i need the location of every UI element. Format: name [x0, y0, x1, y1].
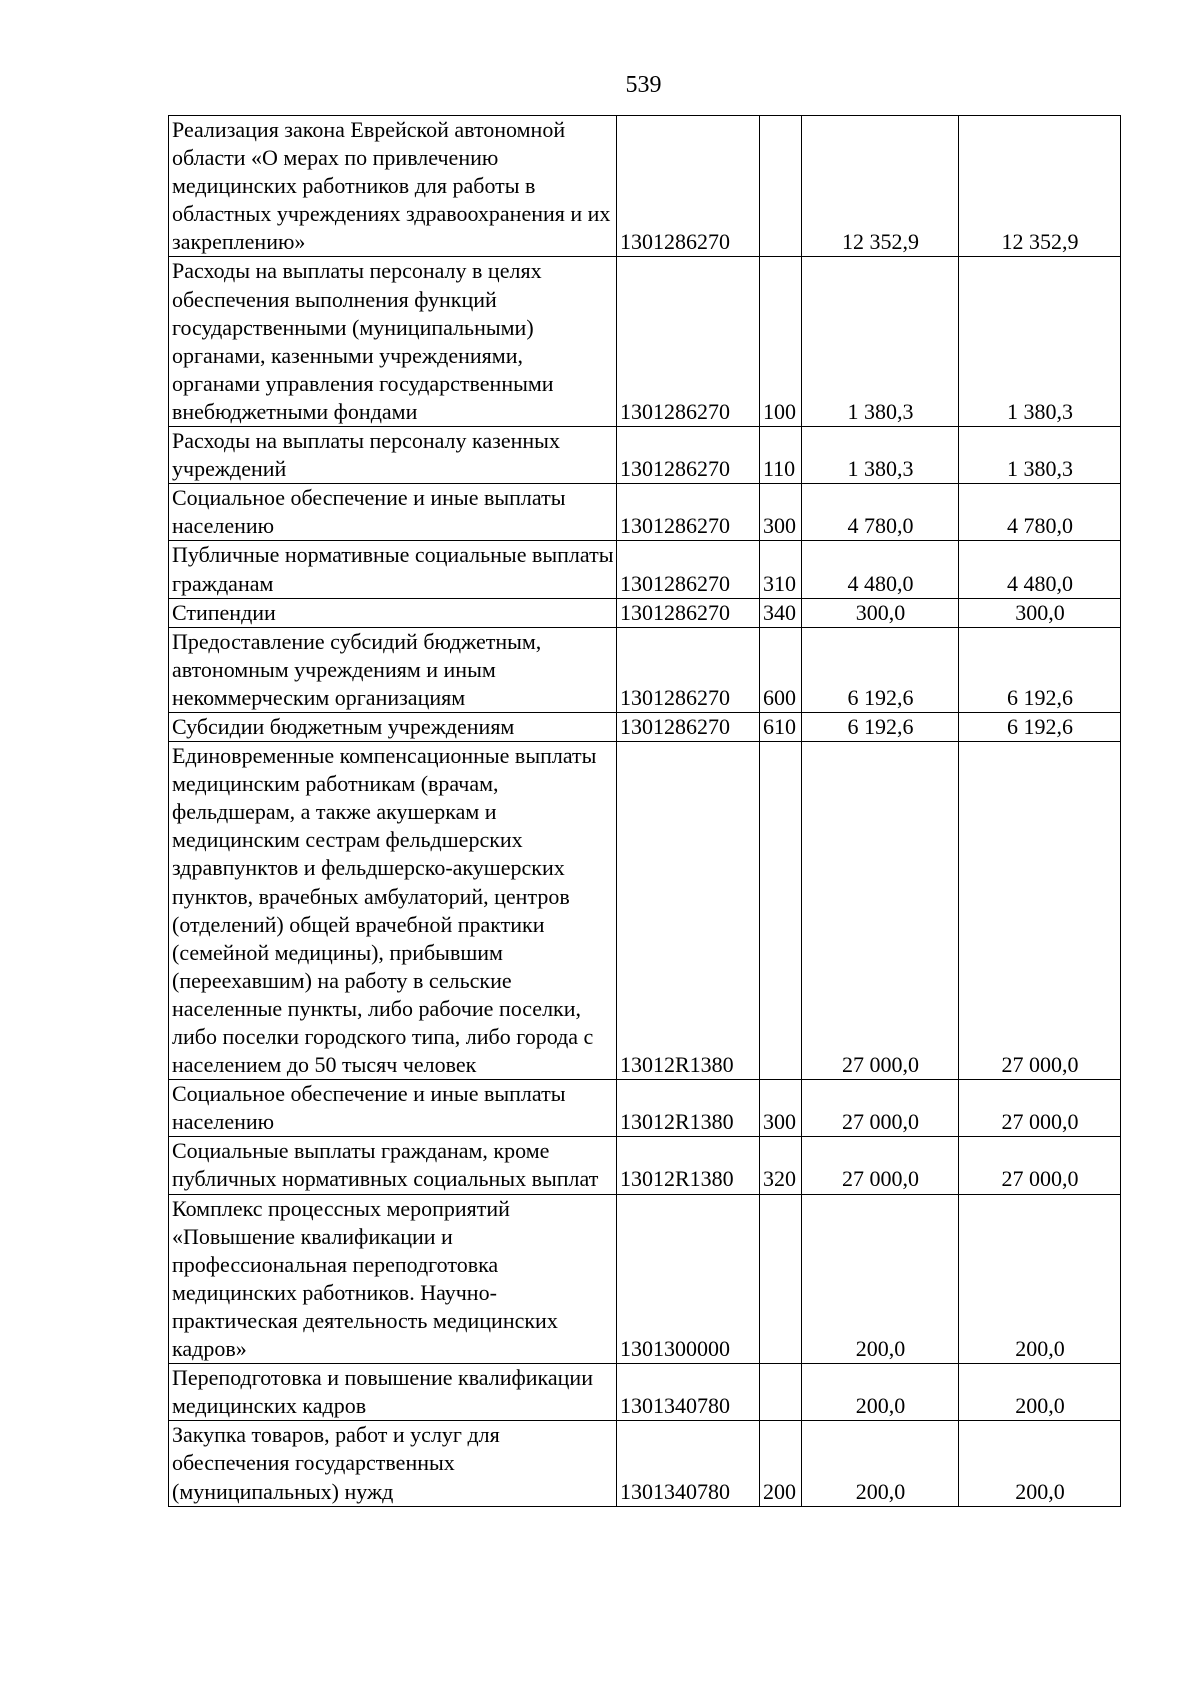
amount-cell-2: 200,0	[959, 1421, 1121, 1506]
expense-type-cell: 310	[760, 541, 802, 598]
amount-cell-2: 300,0	[959, 598, 1121, 627]
amount-cell-2: 27 000,0	[959, 742, 1121, 1080]
target-code-cell: 1301340780	[617, 1421, 760, 1506]
target-code-cell: 1301286270	[617, 116, 760, 257]
amount-cell-2: 27 000,0	[959, 1137, 1121, 1194]
amount-cell-1: 27 000,0	[802, 742, 959, 1080]
target-code-cell: 1301300000	[617, 1194, 760, 1364]
table-row	[169, 1080, 1121, 1137]
expense-name-cell: Стипендии	[169, 598, 617, 627]
budget-table	[168, 115, 1121, 1507]
amount-cell-2: 1 380,3	[959, 427, 1121, 484]
table-row	[169, 712, 1121, 741]
amount-cell-2: 6 192,6	[959, 712, 1121, 741]
table-row	[169, 1137, 1121, 1194]
target-code-cell: 1301286270	[617, 257, 760, 427]
table-row	[169, 541, 1121, 598]
amount-cell-1: 6 192,6	[802, 712, 959, 741]
amount-cell-1: 6 192,6	[802, 627, 959, 712]
amount-cell-1: 12 352,9	[802, 116, 959, 257]
expense-name-cell: Расходы на выплаты персоналу казенных учреждений	[169, 427, 617, 484]
expense-type-cell: 300	[760, 484, 802, 541]
table-row	[169, 598, 1121, 627]
amount-cell-2: 4 780,0	[959, 484, 1121, 541]
amount-cell-2: 27 000,0	[959, 1080, 1121, 1137]
expense-type-cell: 320	[760, 1137, 802, 1194]
amount-cell-1: 4 480,0	[802, 541, 959, 598]
table-row	[169, 742, 1121, 1080]
amount-cell-1: 27 000,0	[802, 1080, 959, 1137]
expense-type-cell: 300	[760, 1080, 802, 1137]
amount-cell-2: 1 380,3	[959, 257, 1121, 427]
table-row	[169, 1194, 1121, 1364]
amount-cell-2: 6 192,6	[959, 627, 1121, 712]
target-code-cell: 1301286270	[617, 598, 760, 627]
target-code-cell: 13012R1380	[617, 1137, 760, 1194]
expense-type-cell: 110	[760, 427, 802, 484]
expense-name-cell: Социальное обеспечение и иные выплаты населению	[169, 484, 617, 541]
table-row	[169, 116, 1121, 257]
expense-type-cell: 340	[760, 598, 802, 627]
expense-name-cell: Комплекс процессных мероприятий «Повышение квалификации и профессиональная переподготовка медицинских работников. Научно-практическая деятельность медицинских кадров»	[169, 1194, 617, 1364]
target-code-cell: 1301286270	[617, 712, 760, 741]
table-row	[169, 257, 1121, 427]
expense-type-cell	[760, 116, 802, 257]
amount-cell-1: 1 380,3	[802, 427, 959, 484]
target-code-cell: 13012R1380	[617, 742, 760, 1080]
amount-cell-2: 200,0	[959, 1194, 1121, 1364]
table-row	[169, 1364, 1121, 1421]
target-code-cell: 1301340780	[617, 1364, 760, 1421]
expense-name-cell: Единовременные компенсационные выплаты медицинским работникам (врачам, фельдшерам, а также акушеркам и медицинским сестрам фельдшерских здравпунктов и фельдшерско-акушерских пунктов, врачебных амбулаторий, центров (отделений) общей врачебной практики (семейной медицины), прибывшим (переехавшим) на работу в сельские населенные пункты, либо рабочие поселки, либо поселки городского типа, либо города с населением до 50 тысяч человек	[169, 742, 617, 1080]
target-code-cell: 1301286270	[617, 541, 760, 598]
amount-cell-1: 1 380,3	[802, 257, 959, 427]
amount-cell-1: 200,0	[802, 1364, 959, 1421]
page-number: 539	[625, 72, 662, 98]
amount-cell-1: 200,0	[802, 1421, 959, 1506]
expense-name-cell: Переподготовка и повышение квалификации медицинских кадров	[169, 1364, 617, 1421]
amount-cell-1: 300,0	[802, 598, 959, 627]
expense-type-cell: 610	[760, 712, 802, 741]
expense-name-cell: Субсидии бюджетным учреждениям	[169, 712, 617, 741]
target-code-cell: 1301286270	[617, 484, 760, 541]
amount-cell-2: 200,0	[959, 1364, 1121, 1421]
expense-name-cell: Закупка товаров, работ и услуг для обеспечения государственных (муниципальных) нужд	[169, 1421, 617, 1506]
table-row	[169, 1421, 1121, 1506]
expense-type-cell: 100	[760, 257, 802, 427]
expense-type-cell: 600	[760, 627, 802, 712]
expense-name-cell: Расходы на выплаты персоналу в целях обеспечения выполнения функций государственными (муниципальными) органами, казенными учреждениями, органами управления государственными внебюджетными фондами	[169, 257, 617, 427]
expense-type-cell	[760, 1194, 802, 1364]
amount-cell-1: 4 780,0	[802, 484, 959, 541]
target-code-cell: 1301286270	[617, 627, 760, 712]
expense-name-cell: Социальные выплаты гражданам, кроме публичных нормативных социальных выплат	[169, 1137, 617, 1194]
expense-name-cell: Реализация закона Еврейской автономной области «О мерах по привлечению медицинских работников для работы в областных учреждениях здравоохранения и их закреплению»	[169, 116, 617, 257]
expense-name-cell: Социальное обеспечение и иные выплаты населению	[169, 1080, 617, 1137]
expense-type-cell: 200	[760, 1421, 802, 1506]
amount-cell-1: 200,0	[802, 1194, 959, 1364]
target-code-cell: 1301286270	[617, 427, 760, 484]
amount-cell-2: 12 352,9	[959, 116, 1121, 257]
table-row	[169, 427, 1121, 484]
table-row	[169, 627, 1121, 712]
expense-name-cell: Публичные нормативные социальные выплаты гражданам	[169, 541, 617, 598]
expense-type-cell	[760, 1364, 802, 1421]
expense-name-cell: Предоставление субсидий бюджетным, автономным учреждениям и иным некоммерческим организациям	[169, 627, 617, 712]
table-row	[169, 484, 1121, 541]
expense-type-cell	[760, 742, 802, 1080]
amount-cell-2: 4 480,0	[959, 541, 1121, 598]
amount-cell-1: 27 000,0	[802, 1137, 959, 1194]
target-code-cell: 13012R1380	[617, 1080, 760, 1137]
